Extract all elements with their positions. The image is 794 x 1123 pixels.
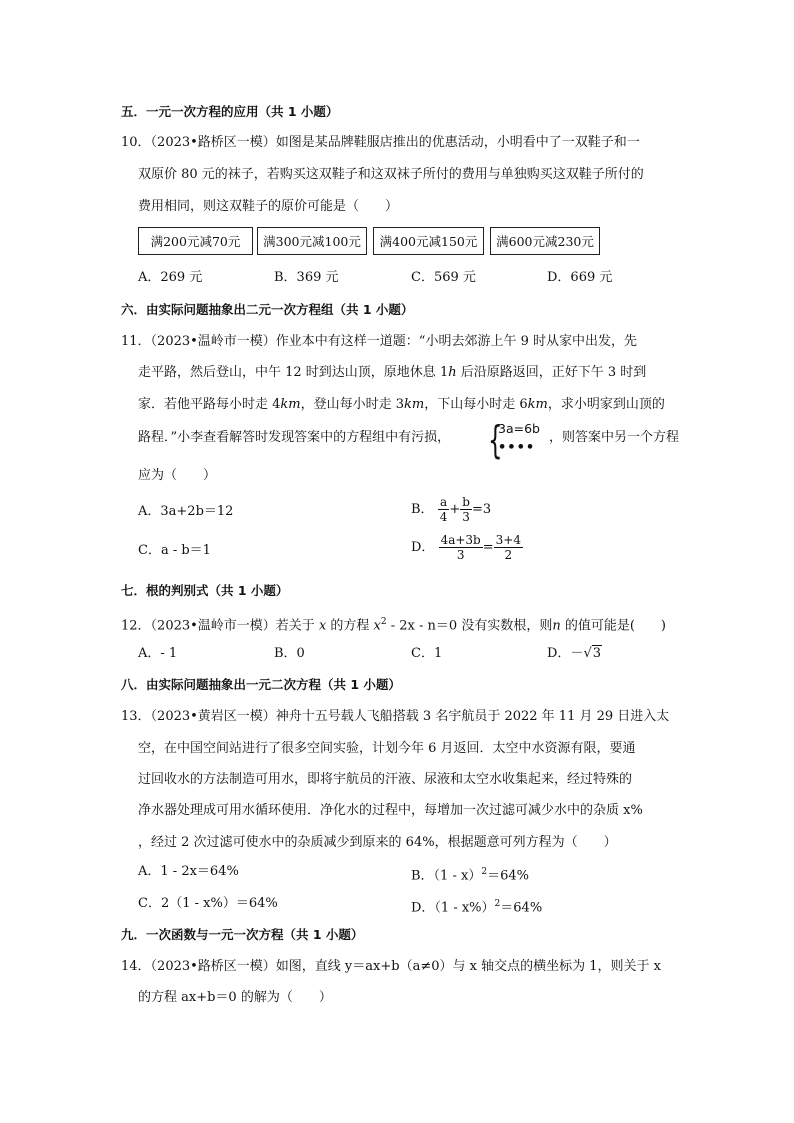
plus-sign: + [449,502,461,517]
promo-box-3: 满400元减150元 [373,227,484,255]
frac-den: 2 [504,548,513,562]
equation-system [488,418,548,462]
q10-option-b: B．369 元 [274,270,339,285]
q12-line-1 [121,613,666,635]
q11-option-d-label: D． [411,540,435,555]
q10-option-d: D．669 元 [547,270,613,285]
fraction-3plus4-over-2 [494,533,523,562]
frac-num: b [462,495,470,509]
q13-option-b-post: ＝64% [487,868,529,884]
q11-line-3-text-d: ，求小明家到山顶的 [547,397,665,412]
q13-option-b-pre: B．（1 - x） [411,868,482,884]
q12-option-c: C．1 [411,646,443,661]
var-n: n [552,618,561,634]
unit-km-3: km [527,397,548,412]
q11-line-3 [138,396,665,414]
system-equation-2-smudge: •••• [498,440,536,455]
equals-sign: = [482,540,494,555]
q11-line-4b: ，则答案中另一个方程 [549,430,680,445]
exponent: 2 [380,617,387,627]
radicand: 3 [592,646,602,661]
q13-line-4: 净水器处理成可用水循环使用．净化水的过程中，每增加一次过滤可减少水中的杂质 x% [138,803,643,818]
var-x: x [318,618,327,634]
q10-option-a: A．269 元 [138,270,203,285]
q14-line-2: 的方程 ax+b＝0 的解为（ ） [138,990,332,1005]
frac-den: 3 [456,548,465,562]
section-6-title: 六．由实际问题抽象出二元一次方程组（共 1 小题） [121,302,414,317]
fraction-4a3b-over-3 [439,533,483,562]
sqrt-icon: √ [583,646,592,661]
q11-line-1: 11．（2023•温岭市一模）作业本中有这样一道题：“小明去郊游上午 9 时从家中出发，先 [121,334,637,349]
q13-option-d-post: ＝64% [500,900,543,916]
q11-line-3-text-c: ，下山每小时走 6 [424,397,528,412]
q12-text-mid: 的方程 [326,618,374,634]
promo-box-2: 满300元减100元 [257,227,367,255]
q11-option-a: A．3a+2b＝12 [138,504,234,519]
q13-option-b [411,863,529,885]
fraction-b-over-3 [460,495,472,524]
q11-line-3-text-a: 家．若他平路每小时走 4 [138,397,281,412]
q12-option-a: A．- 1 [138,646,178,661]
q11-option-b [411,494,491,526]
q12-option-d [547,645,602,663]
q11-option-b-label: B． [411,502,434,517]
promo-box-4: 满600元减230元 [490,227,600,255]
q11-line-5: 应为（ ） [138,468,217,483]
section-7-title: 七．根的判别式（共 1 小题） [121,583,289,598]
frac-den: 3 [462,510,470,524]
exponent: 2 [481,867,488,877]
section-8-title: 八．由实际问题抽象出一元二次方程（共 1 小题） [121,677,401,692]
var-x: x [373,618,381,634]
brace-icon: { [488,418,503,462]
minus-sign: － [570,646,584,661]
q12-text-pre: 12．（2023•温岭市一模）若关于 [121,618,319,634]
rhs: =3 [471,502,492,517]
promo-box-1: 满200元减70元 [138,227,253,255]
unit-h: h [448,365,457,380]
unit-km-1: km [280,397,301,412]
frac-num: 4a+3b [440,533,481,547]
q13-option-c: C．2（1 - x%）＝64% [138,896,278,911]
q10-line-2: 双原价 80 元的袜子，若购买这双鞋子和这双袜子所付的费用与单独购买这双鞋子所付的 [138,167,644,182]
q12-text-post: 的值可能是( ) [560,618,666,634]
q13-line-3: 过回收水的方法制造可用水，即将宇航员的汗液、尿液和太空水收集起来，经过特殊的 [138,772,633,787]
q13-option-a: A．1 - 2x＝64% [138,864,239,879]
q13-option-d [411,895,542,917]
q13-line-2: 空，在中国空间站进行了很多空间实验，计划今年 6 月返回．太空中水资源有限，要通 [138,741,636,756]
q11-line-2-text-a: 走平路，然后登山，中午 12 时到达山顶，原地休息 1 [138,365,449,380]
unit-km-2: km [404,397,425,412]
q10-line-3: 费用相同，则这双鞋子的原价可能是（ ） [138,199,399,214]
q11-line-4a: 路程．”小李查看解答时发现答案中的方程组中有污损， [138,430,451,445]
q11-option-d [411,532,523,564]
section-9-title: 九．一次函数与一元一次方程（共 1 小题） [121,927,364,942]
q13-line-1: 13．（2023•黄岩区一模）神舟十五号载人飞船搭载 3 名宇航员于 2022 年 11 月 29 日进入太 [121,709,670,724]
q13-line-5: ，经过 2 次过滤可使水中的杂质减少到原来的 64%，根据题意可列方程为（ ） [138,835,617,850]
q12-option-b: B．0 [274,646,305,661]
q13-option-d-pre: D．（1 - x%） [411,900,495,916]
q10-option-c: C．569 元 [411,270,476,285]
q12-option-d-label: D． [547,646,571,661]
q11-line-3-text-b: ，登山每小时走 3 [300,397,405,412]
q11-line-2-text-b: 后沿原路返回，正好下午 3 时到 [456,365,647,380]
fraction-a-over-4 [438,495,450,524]
q10-line-1: 10．（2023•路桥区一模）如图是某品牌鞋服店推出的优惠活动，小明看中了一双鞋子和一 [121,135,640,150]
system-equation-1: 3a=6b [498,421,540,436]
exponent: 2 [494,899,501,909]
q12-text-eq: - 2x - n＝0 没有实数根，则 [386,618,553,634]
frac-den: 4 [439,510,448,524]
frac-num: 3+4 [495,533,521,547]
q11-line-2 [138,364,646,382]
q14-line-1: 14．（2023•路桥区一模）如图，直线 y＝ax+b（a≠0）与 x 轴交点的横坐标为 1，则关于 x [121,959,661,974]
section-5-title: 五．一元一次方程的应用（共 1 小题） [121,104,339,119]
frac-num: a [439,495,448,509]
q11-option-c: C．a - b＝1 [138,543,211,558]
